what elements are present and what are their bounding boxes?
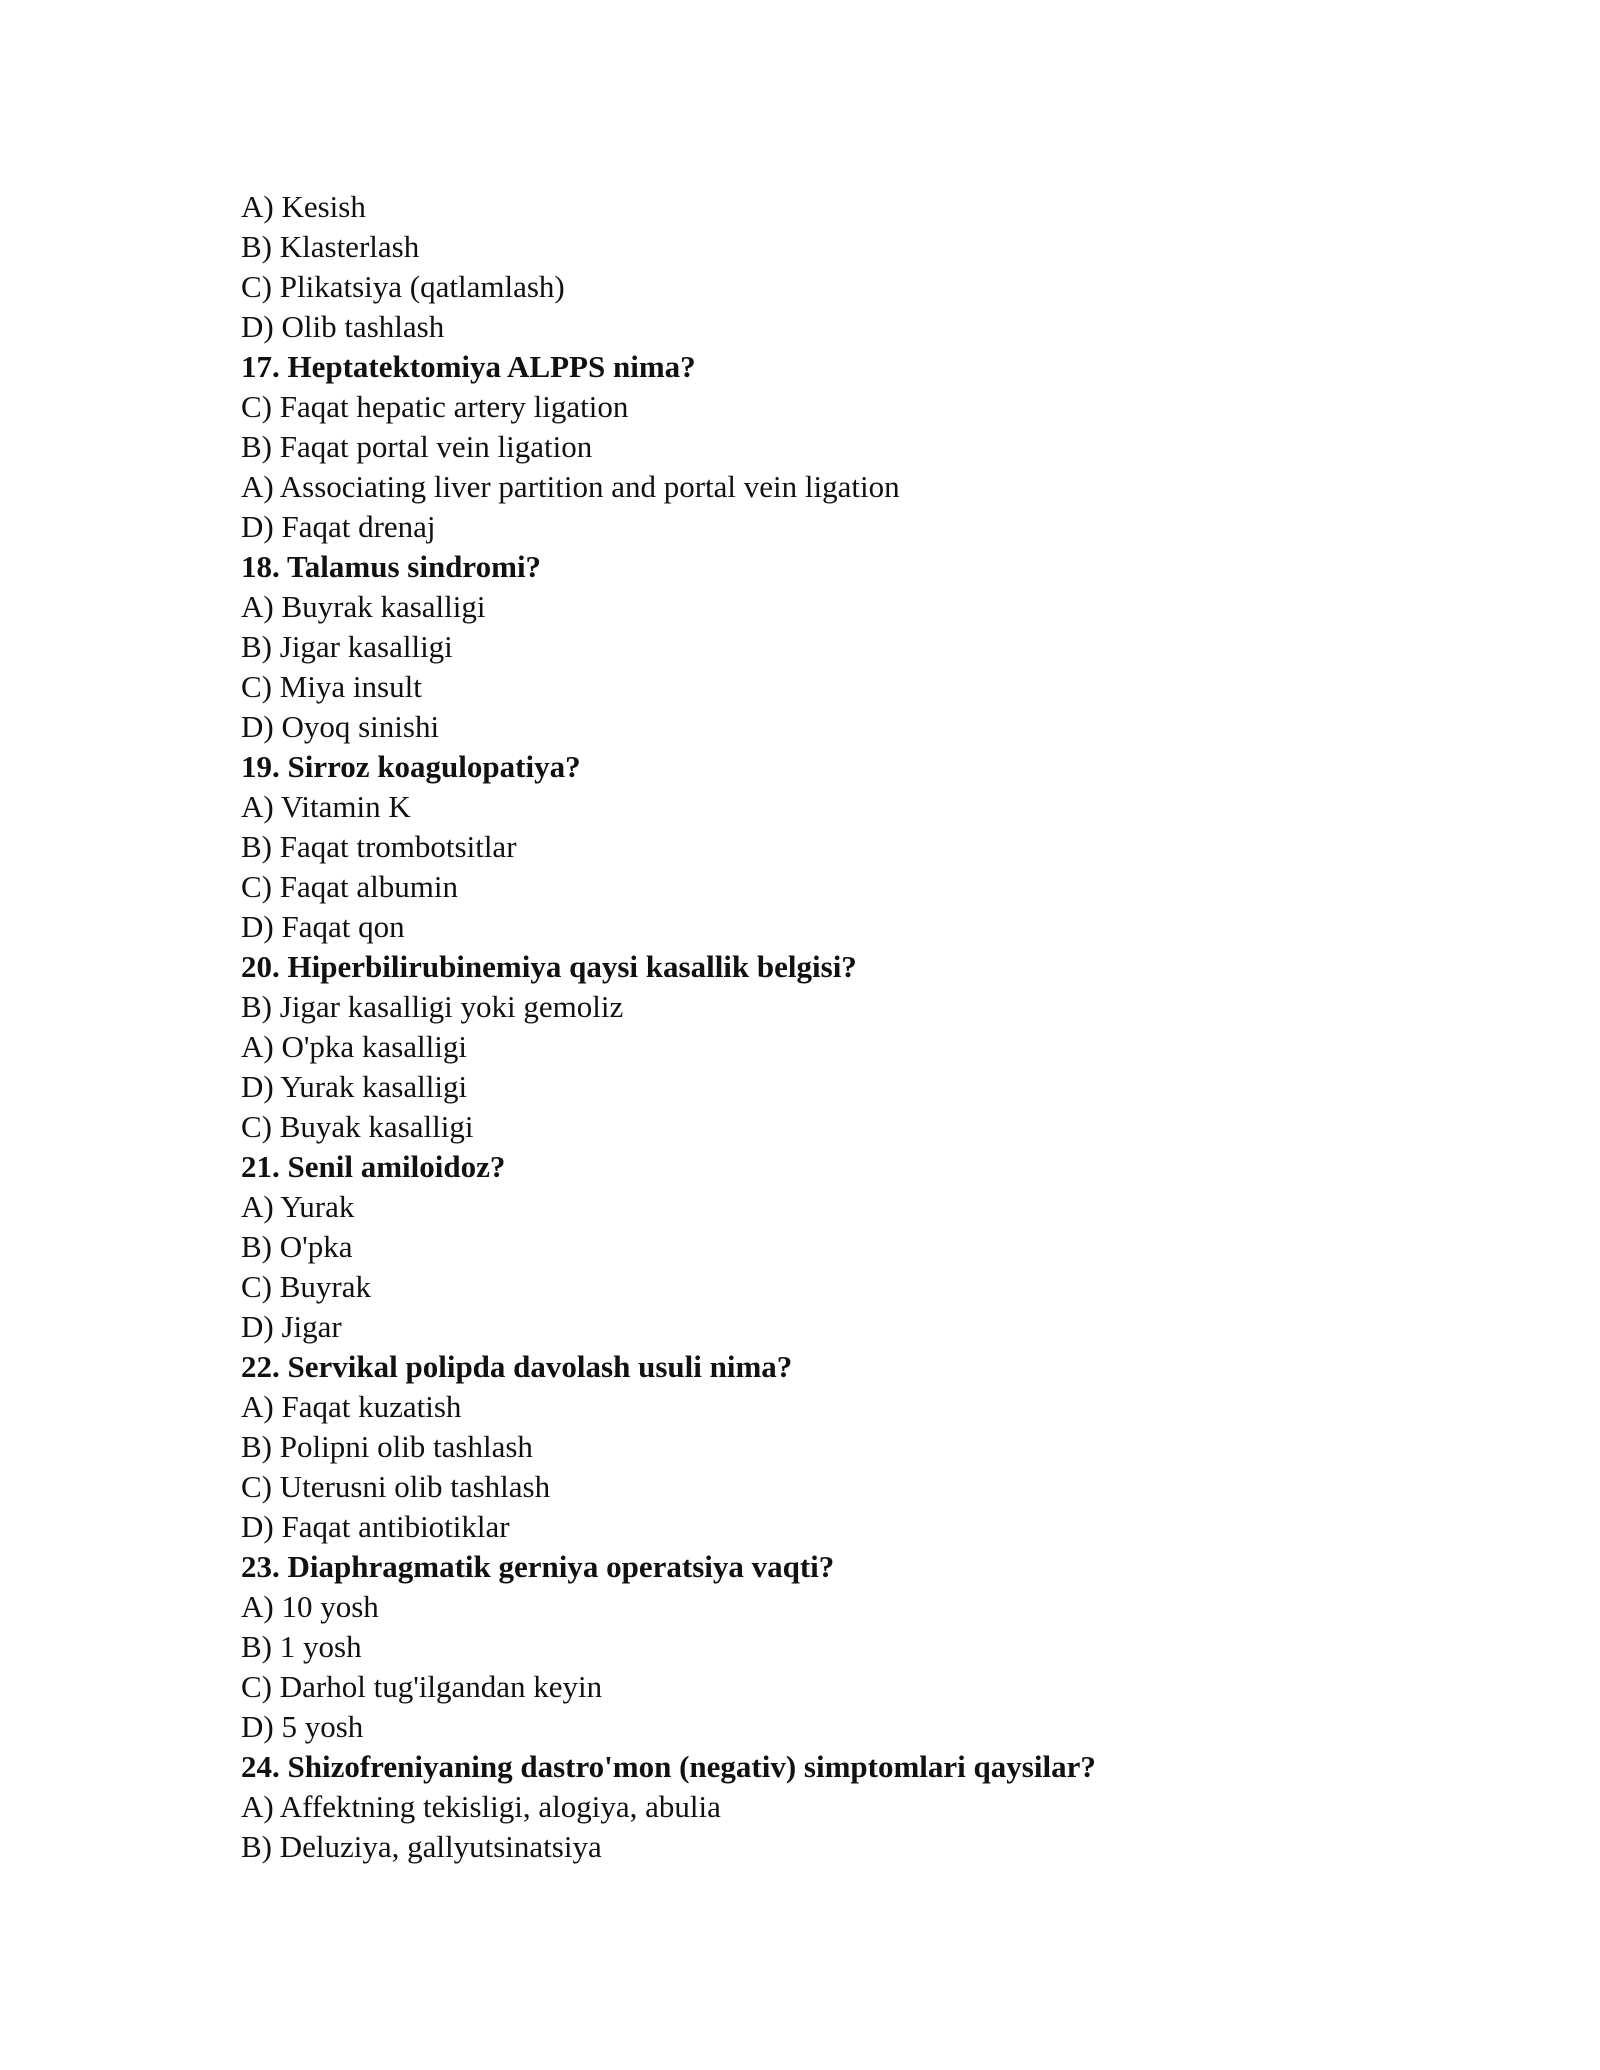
question-heading: 20. Hiperbilirubinemiya qaysi kasallik belgisi? <box>241 949 857 984</box>
answer-option: B) O'pka <box>241 1229 353 1264</box>
answer-option: D) Olib tashlash <box>241 309 445 344</box>
question-heading: 24. Shizofreniyaning dastro'mon (negativ) simptomlari qaysilar? <box>241 1749 1096 1784</box>
question-heading: 18. Talamus sindromi? <box>241 549 542 584</box>
answer-option: C) Miya insult <box>241 669 422 704</box>
question-heading: 23. Diaphragmatik gerniya operatsiya vaqti? <box>241 1549 835 1584</box>
answer-option: A) Buyrak kasalligi <box>241 589 486 624</box>
answer-option: D) Faqat antibiotiklar <box>241 1509 510 1544</box>
answer-option: A) Vitamin K <box>241 789 411 824</box>
answer-option: A) Yurak <box>241 1189 355 1224</box>
answer-option: C) Darhol tug'ilgandan keyin <box>241 1669 603 1704</box>
answer-option: C) Plikatsiya (qatlamlash) <box>241 269 565 304</box>
answer-option: B) Klasterlash <box>241 229 420 264</box>
answer-option: C) Faqat hepatic artery ligation <box>241 389 629 424</box>
answer-option: B) Faqat trombotsitlar <box>241 829 517 864</box>
answer-option: A) O'pka kasalligi <box>241 1029 467 1064</box>
answer-option: A) 10 yosh <box>241 1589 379 1624</box>
answer-option: B) Jigar kasalligi <box>241 629 453 664</box>
answer-option: B) Deluziya, gallyutsinatsiya <box>241 1829 602 1864</box>
answer-option: D) Faqat drenaj <box>241 509 436 544</box>
answer-option: D) 5 yosh <box>241 1709 364 1744</box>
answer-option: C) Faqat albumin <box>241 869 458 904</box>
answer-option: B) Faqat portal vein ligation <box>241 429 593 464</box>
answer-option: D) Yurak kasalligi <box>241 1069 468 1104</box>
answer-option: A) Associating liver partition and portal vein ligation <box>241 469 900 504</box>
question-heading: 19. Sirroz koagulopatiya? <box>241 749 581 784</box>
question-heading: 22. Servikal polipda davolash usuli nima? <box>241 1349 793 1384</box>
answer-option: B) 1 yosh <box>241 1629 362 1664</box>
answer-option: C) Uterusni olib tashlash <box>241 1469 551 1504</box>
question-heading: 21. Senil amiloidoz? <box>241 1149 506 1184</box>
question-heading: 17. Heptatektomiya ALPPS nima? <box>241 349 696 384</box>
answer-option: C) Buyak kasalligi <box>241 1109 474 1144</box>
answer-option: C) Buyrak <box>241 1269 372 1304</box>
answer-option: D) Oyoq sinishi <box>241 709 440 744</box>
answer-option: B) Jigar kasalligi yoki gemoliz <box>241 989 624 1024</box>
answer-option: D) Jigar <box>241 1309 342 1344</box>
answer-option: A) Kesish <box>241 189 366 224</box>
answer-option: A) Affektning tekisligi, alogiya, abulia <box>241 1789 721 1824</box>
answer-option: B) Polipni olib tashlash <box>241 1429 533 1464</box>
quiz-content <box>241 187 1441 1867</box>
answer-option: A) Faqat kuzatish <box>241 1389 462 1424</box>
answer-option: D) Faqat qon <box>241 909 405 944</box>
